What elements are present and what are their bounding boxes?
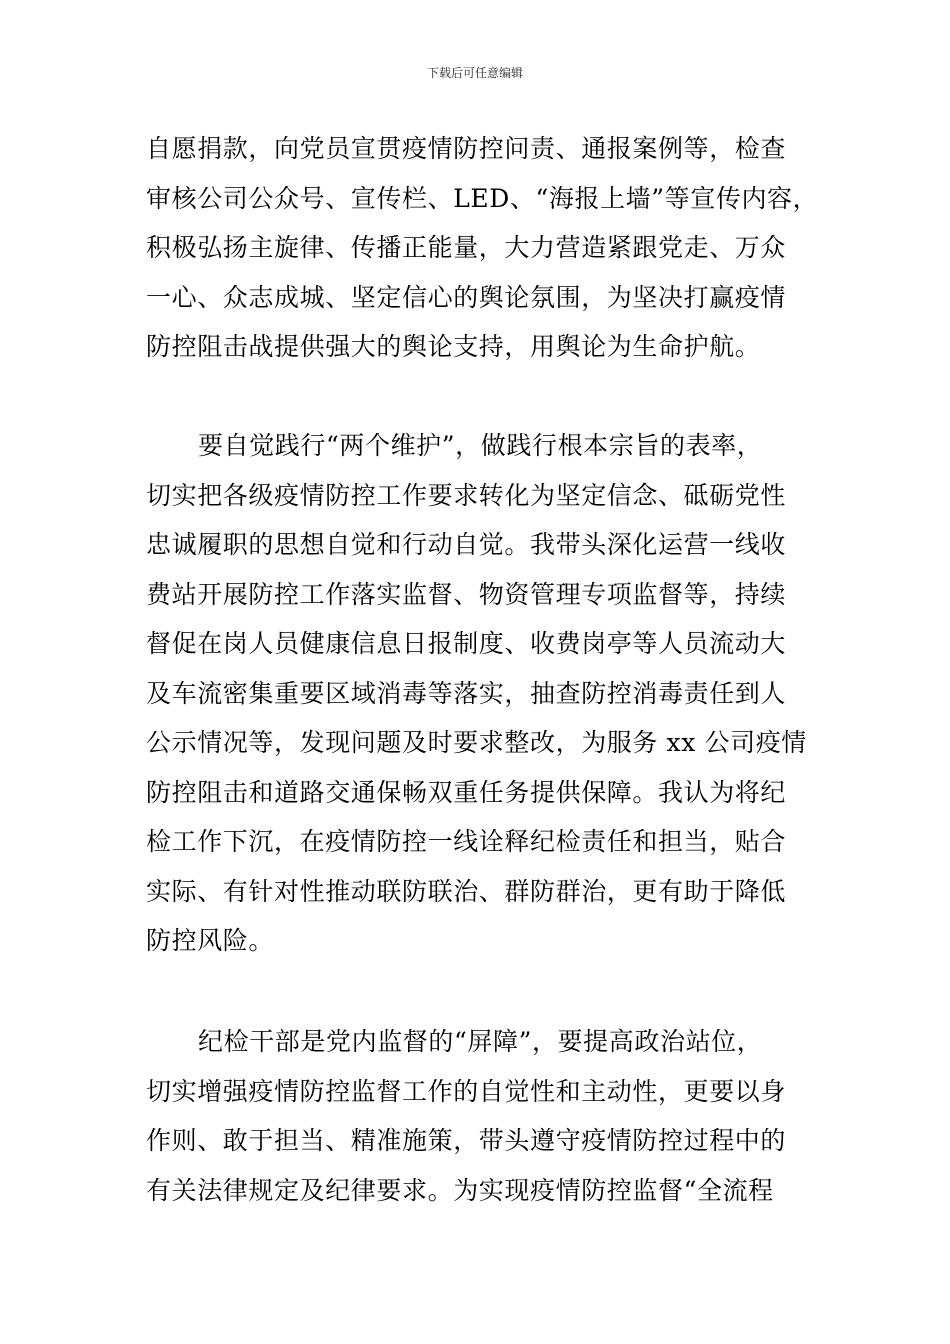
paragraph-line: 一心、众志成城、坚定信心的舆论氛围，为坚决打赢疫情 <box>146 282 787 312</box>
paragraph-line: 切实把各级疫情防控工作要求转化为坚定信念、砥砺党性 <box>146 480 787 510</box>
paragraph-line: 督促在岗人员健康信息日报制度、收费岗亭等人员流动大 <box>146 629 787 658</box>
paragraph-line: 防控阻击战提供强大的舆论支持，用舆论为生命护航。 <box>146 332 761 361</box>
paragraph-1 <box>146 124 826 372</box>
paragraph-3 <box>146 1017 826 1215</box>
paragraph-line: 纪检干部是党内监督的“屏障”，要提高政治站位， <box>198 1027 763 1056</box>
paragraph-line: 积极弘扬主旋律、传播正能量，大力营造紧跟党走、万众 <box>146 233 787 262</box>
paragraph-line: 实际、有针对性推动联防联治、群防群治，更有助于降低 <box>146 876 787 906</box>
paragraph-line: 防控阻击和道路交通保畅双重任务提供保障。我认为将纪 <box>146 777 787 807</box>
paragraph-2 <box>146 421 826 966</box>
paragraph-line: 及车流密集重要区域消毒等落实，抽查防控消毒责任到人 <box>146 678 787 708</box>
paragraph-line: 防控风险。 <box>146 926 275 955</box>
paragraph-line: 审核公司公众号、宣传栏、LED、“海报上墙”等宣传内容， <box>146 183 819 213</box>
paragraph-line: 作则、敢于担当、精准施策，带头遵守疫情防控过程中的 <box>146 1126 787 1155</box>
page-header: 下载后可任意编辑 <box>426 66 523 80</box>
paragraph-line: 自愿捐款，向党员宣贯疫情防控问责、通报案例等，检查 <box>146 134 787 163</box>
paragraph-line: 忠诚履职的思想自觉和行动自觉。我带头深化运营一线收 <box>146 530 787 559</box>
paragraph-line: 有关法律规定及纪律要求。为实现疫情防控监督“全流程 <box>146 1175 774 1205</box>
paragraph-line: 公示情况等，发现问题及时要求整改，为服务 xx 公司疫情 <box>146 728 807 757</box>
paragraph-line: 切实增强疫情防控监督工作的自觉性和主动性，更要以身 <box>146 1076 787 1106</box>
paragraph-line: 费站开展防控工作落实监督、物资管理专项监督等，持续 <box>146 579 787 609</box>
paragraph-line: 要自觉践行“两个维护”，做践行根本宗旨的表率， <box>198 431 763 460</box>
paragraph-line: 检工作下沉，在疫情防控一线诠释纪检责任和担当，贴合 <box>146 827 787 856</box>
